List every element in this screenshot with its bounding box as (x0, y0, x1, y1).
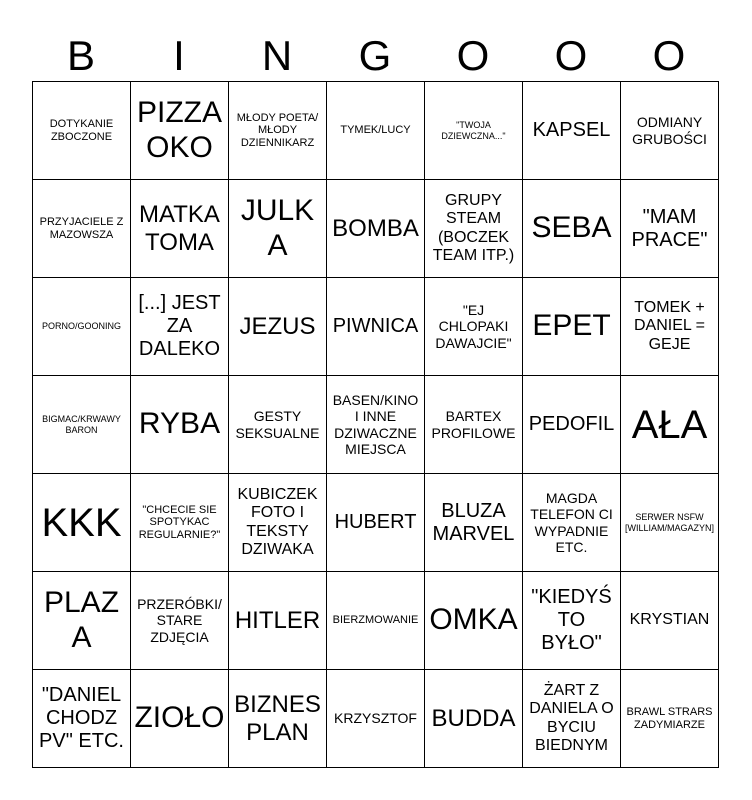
bingo-cell[interactable]: RYBA (131, 376, 229, 474)
bingo-cell[interactable]: KAPSEL (523, 82, 621, 180)
bingo-cell[interactable]: PRZYJACIELE Z MAZOWSZA (33, 180, 131, 278)
header-letter: O (456, 32, 490, 79)
bingo-cell[interactable]: DOTYKANIE ZBOCZONE (33, 82, 131, 180)
bingo-cell[interactable]: GRUPY STEAM (BOCZEK TEAM ITP.) (425, 180, 523, 278)
bingo-cell[interactable]: KRZYSZTOF (327, 670, 425, 768)
bingo-cell[interactable]: KKK (33, 474, 131, 572)
bingo-cell[interactable]: "MAM PRACE" (621, 180, 719, 278)
header-letter: O (554, 32, 588, 79)
bingo-cell[interactable]: "DANIEL CHODZ PV" ETC. (33, 670, 131, 768)
bingo-cell[interactable]: AŁA (621, 376, 719, 474)
bingo-cell[interactable]: TOMEK + DANIEL = GEJE (621, 278, 719, 376)
bingo-cell[interactable]: "KIEDYŚ TO BYŁO" (523, 572, 621, 670)
bingo-cell[interactable]: EPET (523, 278, 621, 376)
bingo-cell[interactable]: JULKA (229, 180, 327, 278)
header-letter: I (173, 32, 185, 79)
bingo-cell[interactable]: ODMIANY GRUBOŚCI (621, 82, 719, 180)
bingo-cell[interactable]: BASEN/KINO I INNE DZIWACZNE MIEJSCA (327, 376, 425, 474)
bingo-cell[interactable]: "TWOJA DZIEWCZNA..." (425, 82, 523, 180)
bingo-cell[interactable]: OMKA (425, 572, 523, 670)
bingo-cell[interactable]: "EJ CHLOPAKI DAWAJCIE" (425, 278, 523, 376)
bingo-cell[interactable]: BUDDA (425, 670, 523, 768)
bingo-cell[interactable]: HUBERT (327, 474, 425, 572)
bingo-cell[interactable]: BRAWL STRARS ZADYMIARZE (621, 670, 719, 768)
bingo-cell[interactable]: PORNO/GOONING (33, 278, 131, 376)
bingo-cell[interactable]: SERWER NSFW [WILLIAM/MAGAZYN] (621, 474, 719, 572)
bingo-cell[interactable]: PEDOFIL (523, 376, 621, 474)
bingo-cell[interactable]: PIWNICA (327, 278, 425, 376)
bingo-cell[interactable]: KRYSTIAN (621, 572, 719, 670)
bingo-cell[interactable]: BIERZMOWANIE (327, 572, 425, 670)
bingo-cell[interactable]: [...] JEST ZA DALEKO (131, 278, 229, 376)
bingo-cell[interactable]: ŻART Z DANIELA O BYCIU BIEDNYM (523, 670, 621, 768)
bingo-cell[interactable]: KUBICZEK FOTO I TEKSTY DZIWAKA (229, 474, 327, 572)
header-letter: G (358, 32, 392, 79)
bingo-cell[interactable]: GESTY SEKSUALNE (229, 376, 327, 474)
header-letter: O (652, 32, 686, 79)
bingo-cell[interactable]: MATKA TOMA (131, 180, 229, 278)
bingo-header (32, 30, 718, 82)
bingo-cell[interactable]: BIZNES PLAN (229, 670, 327, 768)
bingo-cell[interactable]: PRZERÓBKI/ STARE ZDJĘCIA (131, 572, 229, 670)
bingo-cell[interactable]: "CHCECIE SIE SPOTYKAC REGULARNIE?" (131, 474, 229, 572)
bingo-cell[interactable]: TYMEK/LUCY (327, 82, 425, 180)
bingo-cell[interactable]: BLUZA MARVEL (425, 474, 523, 572)
header-letter: B (66, 32, 95, 79)
bingo-cell[interactable]: BIGMAC/KRWAWY BARON (33, 376, 131, 474)
bingo-cell[interactable]: JEZUS (229, 278, 327, 376)
bingo-cell[interactable]: HITLER (229, 572, 327, 670)
bingo-cell[interactable]: PIZZA OKO (131, 82, 229, 180)
bingo-cell[interactable]: SEBA (523, 180, 621, 278)
bingo-cell[interactable]: BOMBA (327, 180, 425, 278)
bingo-grid (32, 81, 719, 768)
bingo-cell[interactable]: MAGDA TELEFON CI WYPADNIE ETC. (523, 474, 621, 572)
bingo-cell[interactable]: BARTEX PROFILOWE (425, 376, 523, 474)
bingo-cell[interactable]: PLAZA (33, 572, 131, 670)
header-letter: N (261, 32, 293, 79)
bingo-cell[interactable]: ZIOŁO (131, 670, 229, 768)
bingo-cell[interactable]: MŁODY POETA/ MŁODY DZIENNIKARZ (229, 82, 327, 180)
